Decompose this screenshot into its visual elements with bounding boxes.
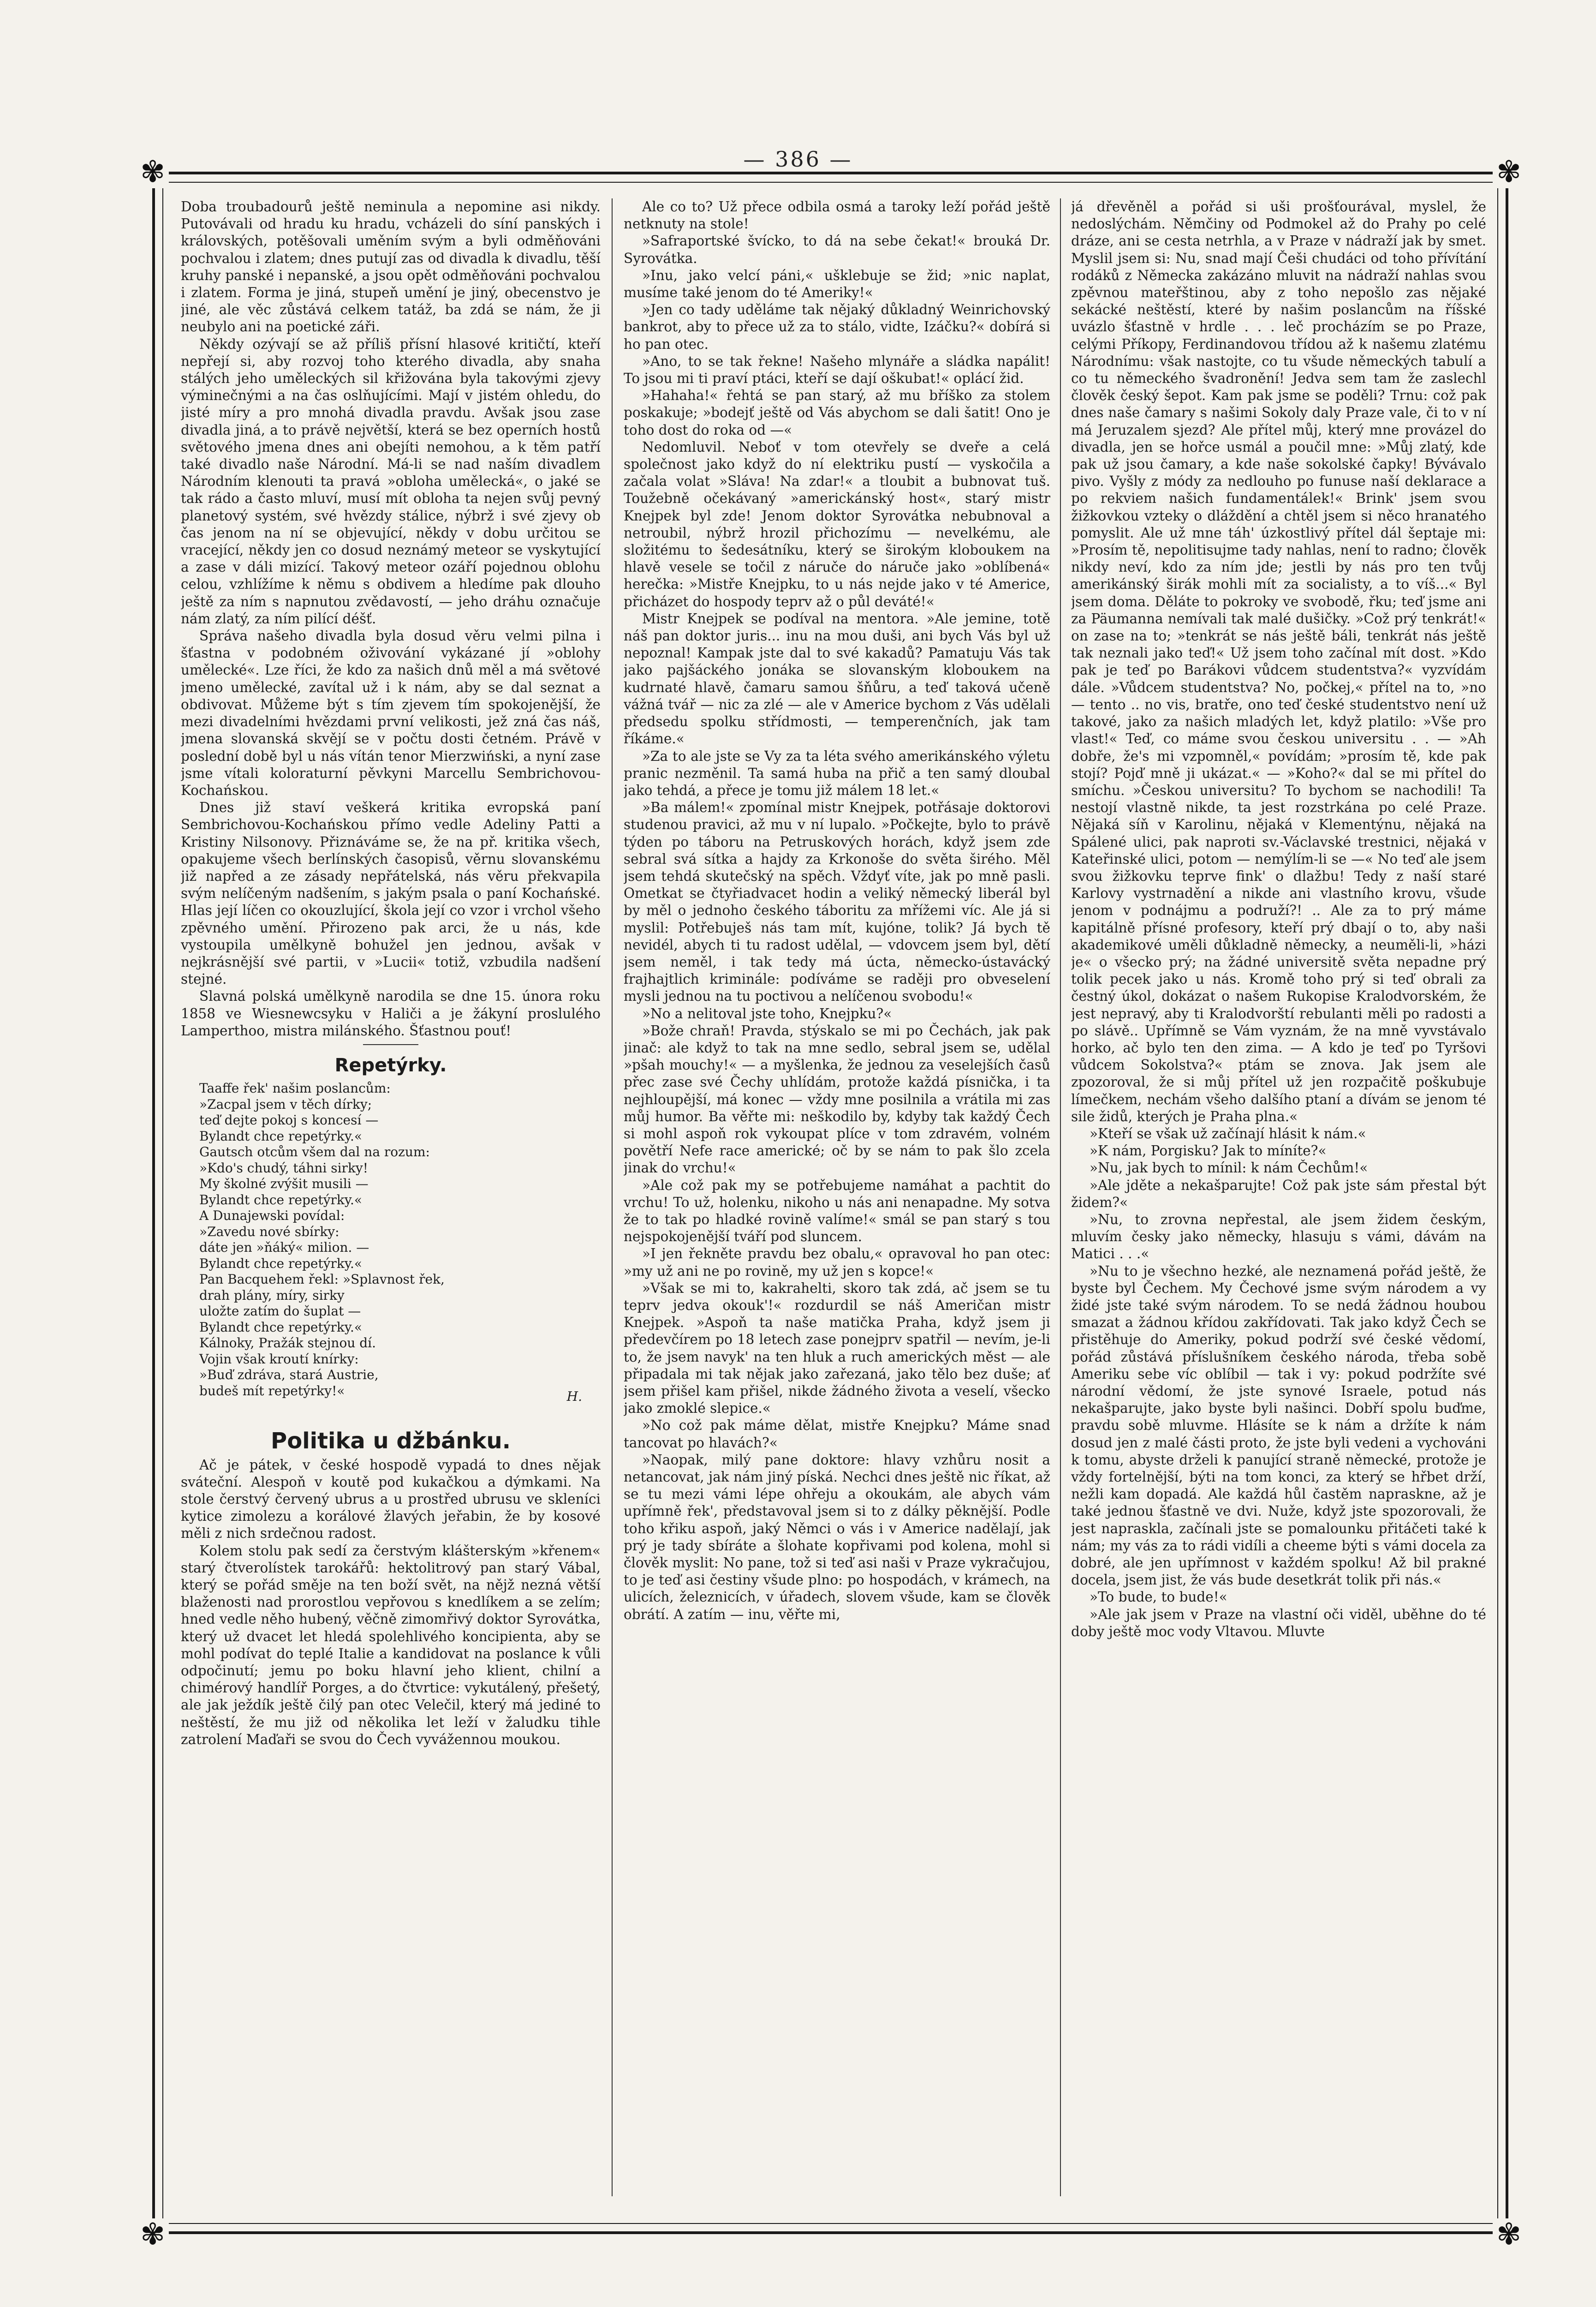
poem-line: Bylandt chce repetýrky.«	[199, 1319, 363, 1335]
poem-line: drah plány, míry, sirky	[199, 1287, 345, 1303]
poem-line: budeš mít repetýrky!«	[199, 1383, 345, 1399]
corner-ornament-icon: ✾	[137, 156, 169, 188]
article-paragraph: »Ale jak jsem v Praze na vlastní oči viděl, uběhne do té doby ještě moc vody Vltavou. Mluvte	[1071, 1606, 1486, 1639]
page-number: — 386 —	[743, 147, 853, 172]
article-paragraph: Slavná polská umělkyně narodila se dne 15. února roku 1858 ve Wiesnewcsyku v Haliči a je žákyní proslulého Lamperthoo, mistra milánského. Šťastnou pouť!	[181, 988, 601, 1039]
article-paragraph: »Naopak, milý pane doktore: hlavy vzhůru nosit a netancovat, jak nám jiný píská. Nechci dnes ještě nic říkat, až se tu mezi vámi lépe ohřeju a okoukám, ale abych vám upřímně řek', představoval jsem si to z dálky pěknější. Podle toho křiku aspoň, jaký Němci o vás i v Americe nadělají, jak prý je tady sbíráte a šlohate kopřivami pod kolena, mohl si člověk myslit: No pane, tož si teď asi naši v Praze vykračujou, to je teď asi čestiny všude plno: po hospodách, v krámech, na ulicích, železnicích, v úřadech, slovem všude, kam se člověk obrátí. A zatím — inu, věřte mi,	[624, 1452, 1050, 1622]
poem-line: dáte jen »ňáký« milion. —	[199, 1240, 369, 1255]
poem-line: Taaffe řek' našim poslancům:	[199, 1081, 391, 1096]
section-title-politika: Politika u džbánku.	[271, 1428, 511, 1454]
article-paragraph: »Ale jděte a nekašparujte! Což pak jste sám přestal být židem?«	[1071, 1177, 1486, 1210]
poem-line: Bylandt chce repetýrky.«	[199, 1255, 363, 1271]
poem-line: My školné zvýšit musili —	[199, 1176, 369, 1192]
poem-line: Kálnoky, Pražák stejnou dí.	[199, 1335, 376, 1351]
poem-line: A Dunajewski povídal:	[199, 1208, 345, 1224]
article-paragraph: »K nám, Porgisku? Jak to míníte?«	[1090, 1143, 1327, 1159]
poem-line: Bylandt chce repetýrky.«	[199, 1192, 363, 1207]
poem-line: »Zacpal jsem v těch dírky;	[199, 1096, 372, 1112]
article-paragraph: »Inu, jako velcí páni,« ušklebuje se žid; »nic naplat, musíme také jenom do té Ameriky!«	[624, 267, 1050, 301]
article-paragraph: »Hahaha!« řehtá se pan starý, až mu bříško za stolem poskakuje; »bodejť ještě od Vás abychom se dali šatit! Ono je toho dost do roka od —«	[624, 388, 1050, 438]
poem-line: Pan Bacquehem řekl: »Splavnost řek,	[199, 1272, 445, 1287]
article-paragraph: »Safraportské švícko, to dá na sebe čekat!« brouká Dr. Syrovátka.	[624, 233, 1050, 266]
article-paragraph: »Ale což pak my se potřebujeme namáhat a pachtit do vrchu! To už, holenku, nikoho u nás ani nenapadne. My sotva že to tak po hladké rovině valíme!« smál se pan starý s tou nejspokojenější tváří pod sluncem.	[624, 1177, 1050, 1245]
column-divider	[1060, 198, 1061, 2196]
article-paragraph: Správa našeho divadla byla dosud věru velmi pilna i šťastna v podobném oživování vykázané jí »oblohy umělecké«. Lze říci, že kdo za našich dnů měl a má světové jmeno umělecké, zavítal už i k nám, aby se dal seznat a obdivovat. Můžeme být s tím zjevem tím spokojenější, že mezi divadelními hvězdami první velikosti, jež zná čas náš, jmena slovanská skvějí se v počtu dosti četném. Právě v poslední době byl u nás vítán tenor Mierzwiński, a nyní zase jsme vítali koloraturní pěvkyni Marcellu Sembrichovou-Kochańskou.	[181, 628, 601, 798]
article-paragraph: já dřevěněl a pořád si uši prošťourával, myslel, že nedoslýchám. Němčiny od Podmokel až do Prahy po celé dráze, ani se cesta netrhla, a v Praze v nádraží jak by smet. Myslil jsem si: Nu, snad mají Češi chudáci od toho přívítání rodáků z Německa zakázáno mluvit na nádraží nahlas svou zpěvnou mateřštinou, aby z toho nepošlo zas nějaké sekácké neštěstí, které by našim poslancům na říšské uvázlo šťastně v hrdle . . . leč procházím se po Praze, celými Příkopy, Ferdinandovou třídou až k našemu zlatému Národnímu: však nastojte, co tu všude německých tabulí a co tu německého švadronění! Jedva sem tam že zaslechl člověk český šepot. Kam pak jsme se poděli? Trnu: což pak dnes naše čamary s našimi Sokoly daly Praze vale, či to v ní má Jeruzalem sjezd? Ale přítel můj, který mne provázel do divadla, jen se hořce usmál a poučil mne: »Můj zlatý, kde pak už jsou čamary, a kde naše sokolské čapky! Bývávalo pivo. Vyšly z módy za nedlouho po funuse naší deklarace a po rekviem našich fundamentálek!« Brink' jsem svou žižkovkou vzteky o dláždění a chtěl jsem si něco hranatého pomyslit. Ale už mne táh' úzkostlivý přítel dál šeptaje mi: »Prosím tě, nepolitisujme tady nahlas, není to radno; člověk nikdy neví, kdo za ním jde; jestli by nás pro ten tvůj amerikánský širák mohli mít za socialisty, a to víš...« Byl jsem doma. Děláte to pokroky ve svobodě, řku; teď jsme ani za Päumanna nemívali tak malé dušičky. »Což prý tenkrát!« on zase na to; »tenkrát se nás ještě báli, tenkrát nás ještě tak neznali jako teď!« Už jsem toho začínal mít dost. »Kdo pak je teď po Barákovi vůdcem studentstva?« vyzvídám dále. »Vůdcem studentstva? No, počkej,« přítel na to, »no — tento .. no vis, bratře, ono teď české studentstvo není už takové, jako za našich mladých let, když platilo: »Vše pro vlast!« Teď, co máme svou českou universitu . . — »Ah dobře, že's mi vzpomněl,« povídám; »prosím tě, kde pak stojí? Pojď mně ji ukázat.« — »Koho?« dal se mi přítel do smíchu. »Českou universitu? To bychom se nachodili! Ta nestojí vlastně nikde, ta jest rozstrkána po celé Praze. Nějaká síň v Karolinu, nějaká v Klementýnu, nějaká na Spálené ulici, pak naproti sv.-Václavské trestnici, nějaká v Kateřinské ulici, potom — nemýlím-li se —« No teď ale jsem svou žižkovku teprve fink' o dlažbu! Tedy z naší staré Karlovy vystrnadění a nikde ani vlastního krovu, všude jenom v podnájmu a podruží?! .. Ale za to prý máme kapitálně přísné profesory, kteří prý dbají o to, aby naši akademikové uměli důkladně německy, a neuměli-li, »házi je« o všecko prý; na žádné universitě světa nepadne prý tolik pecek jako u nás. Kromě toho prý si teď obrali za čestný úkol, dokázat o našem Rukopise Kralodvorském, že jest nepravý, aby ti Kralodvorští rebulanti měli po radosti a po slávě.. Upřímně se Vám vyznám, že na mně vyvstávalo horko, ač bylo ten den zima. — A kdo je teď po Tyršovi vůdcem Sokolstva?« ptám se znova. Jak jsem ale zpozoroval, že si můj přítel už jen rozpačitě poškubuje límečkem, nechám všeho dalšího ptaní a dívám se jenom té sile židů, kterých je Praha plna.«	[1071, 199, 1486, 1124]
article-paragraph: »Však se mi to, kakrahelti, skoro tak zdá, ač jsem se tu teprv jedva okouk'!« rozdurdil se náš Američan mistr Knejpek. »Aspoň ta naše matička Praha, když jsem ji předevčírem po 18 letech zase ponejprv spatřil — nevím, je-li to, že jsem navyk' na ten hluk a ruch amerických měst — ale připadala mi tak nějak jako zařezaná, jako tělo bez duše; ať jsem přišel kam přišel, nikde žádného života a veselí, všecko jako zmoklé slepice.«	[624, 1280, 1050, 1416]
article-paragraph: »Ba málem!« zpomínal mistr Knejpek, potřásaje doktorovi studenou pravici, až mu v ní lupalo. »Počkejte, bylo to právě týden po táboru na Petruskových horách, když jsem zde sebral svá sítka a hajdy za Krkonoše do světa širého. Měl jsem tehdá skutečský na spěch. Vždyť víte, jak po mně pasli. Ometkat se čtyřiadvacet hodin a veliký německý liberál byl by měl o jednoho českého táboritu za mřížemi víc. Ale já si myslil: Potřebuješ nás tam mít, kujóne, tolik? Já bych tě nevidél, abych ti tu radost udělal, — vdovcem jsem byl, dětí jsem neměl, i tak tedy má úcta, německo-ústavácký frajhajtlich kriminále: podíváme se raději pro obveselení mysli jednou na tu poctivou a nelíčenou svobodu!«	[624, 800, 1050, 1004]
poem-line: Bylandt chce repetýrky.«	[199, 1128, 363, 1144]
poem-line: »Kdo's chudý, táhni sirky!	[199, 1160, 368, 1176]
poem-line: uložte zatím do šuplat —	[199, 1303, 361, 1319]
column-divider	[612, 198, 613, 2196]
article-paragraph: »To bude, to bude!«	[1090, 1589, 1227, 1605]
article-paragraph: Nedomluvil. Neboť v tom otevřely se dveře a celá společnost jako když do ní elektriku pustí — vyskočila a začala volat »Sláva! Na zdar!« a tloubit a bubnovat tuš. Toužebně očekávaný »americkánský host«, starý mistr Knejpek byl zde! Jenom doktor Syrovátka nebubnoval a netroubil, nýbrž hrozil přichozímu — nevelkému, ale složitému to šedesátníku, který se širokým kloboukem na hlavě vesele se točil z náruče do náruče jako »oblíbená« herečka: »Mistře Knejpku, to u nás nejde jako v té Americe, přicházet do hospody teprv až o půl deváté!«	[624, 439, 1050, 610]
article-paragraph: »Nu, to zrovna nepřestal, ale jsem židem českým, mluvím česky jako německy, hlasuju s vámi, dávám na Matici . . .«	[1071, 1211, 1486, 1262]
article-paragraph: Ač je pátek, v české hospodě vypadá to dnes nějak sváteční. Alespoň v koutě pod kukačkou a dýmkami. Na stole čerstvý červený ubrus a u prostřed ubrusu ve skleníci kytice zimolezu a korálové žlavých jeřabin, že by kosové měli z nich srdečnou radost.	[181, 1457, 601, 1542]
article-paragraph: »Nu to je všechno hezké, ale neznamená pořád ještě, že byste byl Čechem. My Čechové jsme svým národem a vy židé jste také svým národem. To se nedá žádnou houbou smazat a žádnou křídou zakřídovati. Tak jako když Čech se přistěhuje do Ameriky, pokud podrží své české vědomí, pořád zůstává příslušníkem českého národa, třeba sobě Ameriku sebe víc oblíbil — tak i vy: pokud podržíte své národní vědomí, že jste synové Israele, potud nás nekašparujte, jako byste byli našinci. Dobří spolu buďme, pravdu sobě mluvme. Hlásíte se k nám a držíte k nám dosud jen z malé části proto, že jste byli vedeni a vychováni k tomu, abyste drželi k panující straně německé, protože je vždy fortelnější, býti na tom konci, za který se hřbet drží, nežli kam dopadá. Ale každá hůl častěm napraskne, až je také jednou šťastně ve dvi. Nuže, když jste spozorovali, že jest napraskla, začínali jste se pomalounku přitáčeti také k nám; my vás za to rádi vidíli a cheeme býti s vámi docela za dobré, ale jen upřímnost v každém spolku! Až bil prakné docela, jsem jist, že vás bude desetkrát tolik při nás.«	[1071, 1263, 1486, 1588]
poem-line: Gautsch otcům všem dal na rozum:	[199, 1144, 430, 1160]
article-paragraph: Ale co to? Už přece odbila osmá a taroky leží pořád ještě netknuty na stole!	[624, 199, 1050, 232]
poem-line: Vojin však kroutí knírky:	[199, 1351, 359, 1367]
article-paragraph: »I jen řekněte pravdu bez obalu,« opravoval ho pan otec: »my už ani ne po rovině, my už jen s kopce!«	[624, 1246, 1050, 1279]
corner-ornament-icon: ✾	[137, 2218, 169, 2251]
article-paragraph: »Ano, to se tak řekne! Našeho mlynáře a sládka napálit! To jsou mi ti praví ptáci, kteří se dají oškubat!« oplácí žid.	[624, 353, 1050, 387]
section-title-repetyrky: Repetýrky.	[334, 1054, 447, 1076]
poem	[181, 1081, 601, 1399]
article-paragraph: »Kteří se však už začínají hlásit k nám.«	[1090, 1125, 1366, 1142]
article-paragraph: Kolem stolu pak sedí za čerstvým klášterským »křenem« starý čtverolístek tarokářů: hektolitrový pan starý Vábal, který se pořád směje na ten boží svět, na nějž nezná větší blaženosti nad prorostlou vepřovou s knedlíkem a se zelím; hned vedle něho hubený, věčně zimomřivý doktor Syrovátka, který už dvacet let hledá spolehlivého koncipienta, aby se mohl podívat do teplé Italie a kandidovat na poslance k vůli odpočinutí; jemu po boku hlavní jeho klient, chilní a chimérový handlíř Porges, a do čtvrtice: vykutálený, přešetý, ale jak ježdík ještě čilý pan otec Velečil, který má jediné to neštěstí, že mu již od několika let leží v žaludku tihle zatrolení Maďaři se svou do Čech vyvážennou moukou.	[181, 1542, 601, 1747]
article-paragraph: »Za to ale jste se Vy za ta léta svého amerikánského výletu pranic nezměnil. Ta samá huba na přič a ten samý dloubal jako tehdá, a přece je tomu již málem 18 let.«	[624, 748, 1050, 798]
poem-signature: H.	[566, 1389, 582, 1405]
column-2	[624, 198, 1050, 2196]
corner-ornament-icon: ✾	[1493, 156, 1525, 188]
article-paragraph: Dnes již staví veškerá kritika evropská paní Sembrichovou-Kochańskou přímo vedle Adeliny Patti a Kristiny Nilsonovy. Přiznáváme se, že na př. kritika všech, opakujeme všech berlínských časopisů, věrnu slovanskému již napřed a ze zásady nepřátelská, nás věru překvapila svým nelíčeným nadšením, s jakým psala o paní Kochańské. Hlas její líčen co okouzlující, škola její co vzor i vrchol všeho zpěvného umění. Přirozeno pak arci, že u nás, kde vystoupila umělkyně bohužel jen jednou, avšak v nejkrásnější své partii, v »Lucii« totiž, vzbudila nadšení stejné.	[181, 800, 601, 987]
poem-line: »Buď zdráva, stará Austrie,	[199, 1367, 379, 1383]
article-paragraph: Někdy ozývají se až příliš přísní hlasové kritičtí, kteří nepřejí si, aby rozvoj toho kterého divadla, aby snaha stálých jeho uměleckých sil křižována byla takovými zjevy výminečnými a na čas oslňujícími. Mají v jistém ohledu, do jisté míry a pro mnohá divadla pravdu. Avšak jsou zase divadla jiná, a to právě největší, která se bez operních hostů světového jmena dnes ani obejíti nemohou, a k těm patří také divadlo naše Národní. Má-li se nad naším divadlem Národním klenouti ta pravá »obloha umělecká«, o jaké se tak rádo a často mluví, musí mít obloha ta nejen svůj pevný planetový systém, své hvězdy stálice, nýbrž i své zjevy ob čas jenom na ní se objevující, někdy v dobu určitou se vracející, někdy jen co dosud neznámý meteor se vyskytující a zase v dáli mizící. Takový meteor ozáří pojednou oblohu celou, vzhlížíme k němu s obdivem a hledíme pak dlouho ještě za ním s napnutou zvědavostí, — jeho dráhu označuje nám zlatý, za ním pilící déšť.	[181, 336, 601, 627]
article-paragraph: »Jen co tady uděláme tak nějaký důkladný Weinrichovský bankrot, aby to přece už za to stálo, vidte, Izáčku?« dobírá si ho pan otec.	[624, 302, 1050, 352]
article-paragraph: »Nu, jak bych to mínil: k nám Čechům!«	[1090, 1160, 1368, 1176]
article-paragraph: Doba troubadourů ještě neminula a nepomine asi nikdy. Putovávali od hradu ku hradu, vcházeli do síní panských i královských, potěšovali uměním svým a byli odměňováni pochvalou i zlatem; dnes putují zas od divadla k divadlu, těší kruhy panské i nepanské, a jsou opět odměňováni pochvalou i zlatem. Forma je jiná, stupeň umění je jiný, obecenstvo je jiné, ale věc zůstává celkem tatáž, ba zdá se nám, že ji neubylo ani na poetické záři.	[181, 199, 601, 335]
article-paragraph: »No a nelitoval jste toho, Knejpku?«	[642, 1005, 892, 1022]
column-3	[1071, 198, 1486, 2196]
article-paragraph: Mistr Knejpek se podíval na mentora. »Ale jemine, totě náš pan doktor juris... inu na mou duši, ani bych Vás byl už nepoznal! Kampak jste dal to své kakadů? Pamatuju Vás tak jako pajšáckého jonáka se slovanským kloboukem na kudrnaté hlavě, čamaru samou šňůru, a teď taková učeně vážná tvář — nic za zlé — ale v Americe bychom z Vás udělali předsedu spolku střídmosti, — temperenčních, jak tam říkáme.«	[624, 610, 1050, 747]
article-paragraph: »No což pak máme dělat, mistře Knejpku? Máme snad tancovat po hlavách?«	[624, 1417, 1050, 1451]
poem-line: »Zavedu nové sbírky:	[199, 1224, 339, 1239]
corner-ornament-icon: ✾	[1493, 2218, 1525, 2251]
column-1	[181, 198, 601, 2196]
article-paragraph: »Bože chraň! Pravda, stýskalo se mi po Čechách, jak pak jinač: ale když to tak na mne sedlo, sebral jsem se, udělal »pšah mouchy!« — a myšlenka, že jednou za veselejších časů přec zase své Čechy uhlídám, protože každá písnička, i ta nejhloupější, má konec — vždy mne posilnila a vrátila mi zas můj humor. Ba věřte mi: neškodilo by, kdyby tak každý Čech si mohl aspoň rok vykoupat plíce v tom zdravém, volném povětří Nefe race americké; oč by se nám to pak šlo zcela jinak do vrchu!«	[624, 1022, 1050, 1176]
section-divider	[363, 1044, 418, 1045]
poem-line: teď dejte pokoj s koncesí —	[199, 1112, 379, 1128]
